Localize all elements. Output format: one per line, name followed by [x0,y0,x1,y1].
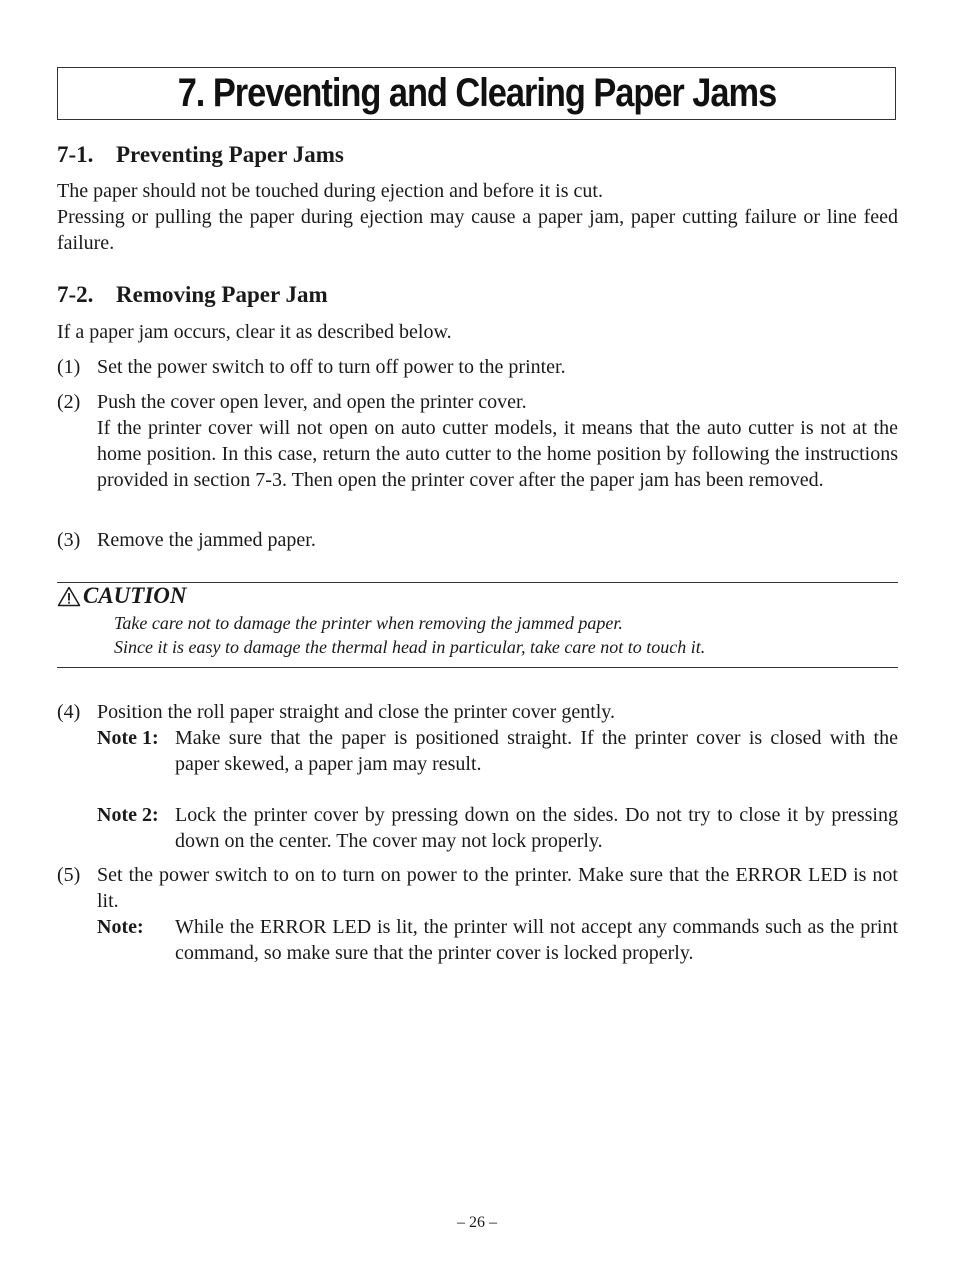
step-text: Position the roll paper straight and close the printer cover gently. [97,701,616,723]
caution-line: Since it is easy to damage the thermal head in particular, take care not to touch it. [114,637,706,657]
step-text: Push the cover open lever, and open the printer cover. [97,391,527,413]
section-number: 7-2. [57,282,94,307]
step-item [57,699,898,725]
note-text: Lock the printer cover by pressing down on the sides. Do not try to close it by pressing down on the center. The cover may not lock properly. [175,804,898,852]
paragraph-line: Pressing or pulling the paper during ejection may cause a paper jam, paper cutting failure or line feed failure. [57,206,898,254]
step-number: (2) [57,391,81,413]
chapter-title: 7. Preventing and Clearing Paper Jams [177,71,776,115]
caution-bottom-rule [57,667,898,668]
step-text: Set the power switch to off to turn off power to the printer. [97,356,566,378]
chapter-title-box [57,67,896,120]
step-item [57,354,898,380]
caution-heading [57,582,187,610]
step-number: (5) [57,864,81,886]
step-text: Remove the jammed paper. [97,529,316,551]
note-label: Note 1: [97,727,159,749]
step-number: (3) [57,529,81,551]
note-text: Make sure that the paper is positioned straight. If the printer cover is closed with the paper skewed, a paper jam may result. [175,727,898,775]
step-item [57,527,898,553]
note-item [97,802,898,854]
section-7-1-body [57,178,898,256]
caution-line: Take care not to damage the printer when removing the jammed paper. [114,613,623,633]
note-item [97,914,898,966]
paragraph-line: The paper should not be touched during ejection and before it is cut. [57,180,603,202]
step-item [57,389,898,493]
section-number: 7-1. [57,142,94,167]
note-label: Note 2: [97,804,159,826]
page-number: – 26 – [457,1214,497,1231]
note-text: While the ERROR LED is lit, the printer will not accept any commands such as the print command, so make sure that the printer cover is locked properly. [175,916,898,964]
step-number: (1) [57,356,81,378]
note-item [97,725,898,777]
note-label: Note: [97,916,144,938]
step-item [57,862,898,914]
step-text: Set the power switch to on to turn on power to the printer. Make sure that the ERROR LED is not lit. [97,864,898,912]
section-heading-7-1 [57,141,344,169]
warning-triangle-icon [57,586,81,607]
step-number: (4) [57,701,81,723]
section-7-2-intro: If a paper jam occurs, clear it as described below. [57,321,452,343]
caution-label: CAUTION [83,583,187,608]
step-detail: If the printer cover will not open on auto cutter models, it means that the auto cutter is not at the home position. In this case, return the auto cutter to the home position by following the instructions provided in section 7-3. Then open the printer cover after the paper jam has been removed. [97,417,898,491]
section-title: Preventing Paper Jams [116,142,344,167]
section-title: Removing Paper Jam [116,282,328,307]
section-heading-7-2 [57,281,328,309]
